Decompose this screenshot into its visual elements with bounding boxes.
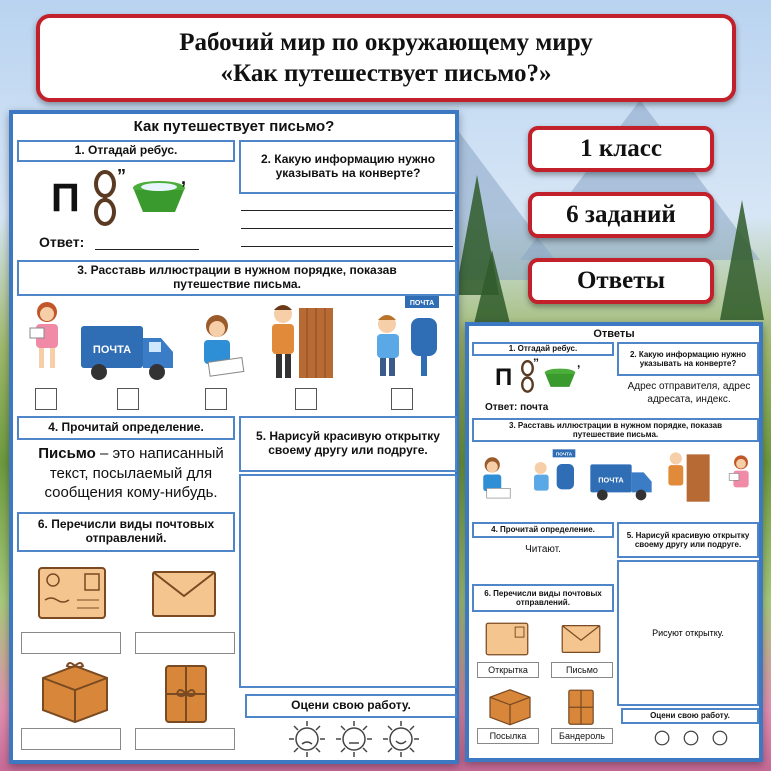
boy-at-mailbox-icon <box>529 448 579 504</box>
task2-header: 2. Какую информацию нужно указывать на конверте? <box>239 140 457 194</box>
ans-task5-answer: Рисуют открытку. <box>652 628 724 638</box>
small-package-icon <box>163 660 209 724</box>
ans-task1-header: 1. Отгадай ребус. <box>472 342 614 356</box>
rating-suns <box>651 726 731 750</box>
parcel-icon <box>39 660 111 724</box>
ans-truck-label: ПОЧТА <box>598 475 624 485</box>
drawing-area[interactable] <box>239 474 457 688</box>
task4-header: 4. Прочитай определение. <box>17 416 235 440</box>
answer-line[interactable] <box>241 246 453 247</box>
envelope-icon <box>561 624 601 654</box>
answer-line[interactable] <box>95 249 199 250</box>
postman-at-door-icon <box>665 448 711 504</box>
sun-neutral-icon <box>684 731 698 745</box>
order-checkbox[interactable] <box>391 388 413 410</box>
girl-reading-letter-icon <box>727 454 755 504</box>
ans-item-postcard: Открытка <box>477 662 539 678</box>
small-package-icon <box>567 686 595 726</box>
definition-body: – это написанный текст, посылаемый для сообщения кому-нибудь. <box>44 445 224 501</box>
title-banner <box>36 14 736 102</box>
truck-label: ПОЧТА <box>92 344 132 356</box>
ans-task2-answer: Адрес отправителя, адрес адресата, индекс. <box>627 381 751 405</box>
banner-line-1: Рабочий мир по окружающему миру <box>179 28 593 56</box>
ans-item-letter: Письмо <box>551 662 613 678</box>
girl-reading-letter-icon <box>27 300 67 372</box>
order-checkbox[interactable] <box>205 388 227 410</box>
ans-task3-header: 3. Расставь иллюстрации в нужном порядке, показав путешествие письма. <box>472 418 759 442</box>
task1-header: 1. Отгадай ребус. <box>17 140 235 162</box>
definition-term: Письмо <box>38 445 96 462</box>
parcel-icon <box>487 686 533 726</box>
answer-line[interactable] <box>241 228 453 229</box>
order-checkbox[interactable] <box>295 388 317 410</box>
answer-field[interactable] <box>21 632 121 654</box>
task6-header: 6. Перечисли виды почтовых отправлений. <box>17 512 235 552</box>
glasses-icon <box>519 360 543 394</box>
order-checkbox[interactable] <box>35 388 57 410</box>
boy-at-mailbox-icon <box>371 294 443 378</box>
answer-label: Ответ: <box>39 234 85 250</box>
postcard-icon <box>37 566 107 620</box>
background-tree <box>720 200 764 320</box>
answer-sheet <box>465 322 763 762</box>
ans-task1-answer: Ответ: почта <box>485 402 549 413</box>
ans-item-parcel: Посылка <box>477 728 539 744</box>
ans-task5-header: 5. Нарисуй красивую открытку своему другу или подруге. <box>617 522 759 558</box>
task5-header: 5. Нарисуй красивую открытку своему другу или подруге. <box>239 416 457 472</box>
boy-writing-letter-icon <box>195 312 247 378</box>
ans-task2-header: 2. Какую информацию нужно указывать на конверте? <box>617 342 759 376</box>
sun-neutral-icon[interactable] <box>336 721 372 757</box>
boy-writing-letter-icon <box>477 454 513 502</box>
sun-sad-icon[interactable] <box>289 721 325 757</box>
ans-task4-header: 4. Прочитай определение. <box>472 522 614 538</box>
worksheet <box>9 110 459 764</box>
envelope-icon <box>151 570 217 618</box>
ans-task6-header: 6. Перечисли виды почтовых отправлений. <box>472 584 614 612</box>
ans-task4-answer: Читают. <box>525 544 561 555</box>
grade-tag: 1 класс <box>528 126 714 172</box>
mail-truck-icon <box>589 460 653 502</box>
answers-tag: Ответы <box>528 258 714 304</box>
answer-line[interactable] <box>241 210 453 211</box>
sun-happy-icon <box>713 731 727 745</box>
mail-truck-icon <box>79 320 175 382</box>
ans-rebus-comma-2: , <box>577 356 581 370</box>
worksheet-title: Как путешествует письмо? <box>133 118 335 135</box>
rebus-letter: П <box>51 176 80 220</box>
answer-field[interactable] <box>135 728 235 750</box>
ans-mailbox-label: ПОЧТА <box>555 451 573 457</box>
sun-sad-icon <box>655 731 669 745</box>
rate-header: Оцени свою работу. <box>245 694 457 718</box>
banner-line-2: «Как путешествует письмо?» <box>220 60 552 87</box>
postman-at-door-icon <box>267 300 335 380</box>
ans-rebus-letter: П <box>495 364 513 391</box>
postcard-icon <box>485 622 529 656</box>
tasks-tag: 6 заданий <box>528 192 714 238</box>
order-checkbox[interactable] <box>117 388 139 410</box>
task3-header: 3. Расставь иллюстрации в нужном порядке, показав путешествие письма. <box>17 260 457 296</box>
basin-icon <box>131 180 187 214</box>
answer-sheet-title: Ответы <box>593 328 635 340</box>
ans-rate-header: Оцени свою работу. <box>621 708 759 724</box>
mailbox-label: ПОЧТА <box>409 300 435 307</box>
answer-field[interactable] <box>135 632 235 654</box>
rebus-comma-2: , <box>181 168 187 188</box>
sun-happy-icon[interactable] <box>383 721 419 757</box>
ans-rebus-comma-1: ” <box>533 356 539 370</box>
rebus-comma-1: ” <box>117 166 126 186</box>
rating-suns <box>289 720 419 758</box>
basin-icon <box>543 368 577 388</box>
ans-item-package: Бандероль <box>551 728 613 744</box>
definition-text <box>27 444 235 503</box>
answer-field[interactable] <box>21 728 121 750</box>
ans-drawing-area <box>617 560 759 706</box>
